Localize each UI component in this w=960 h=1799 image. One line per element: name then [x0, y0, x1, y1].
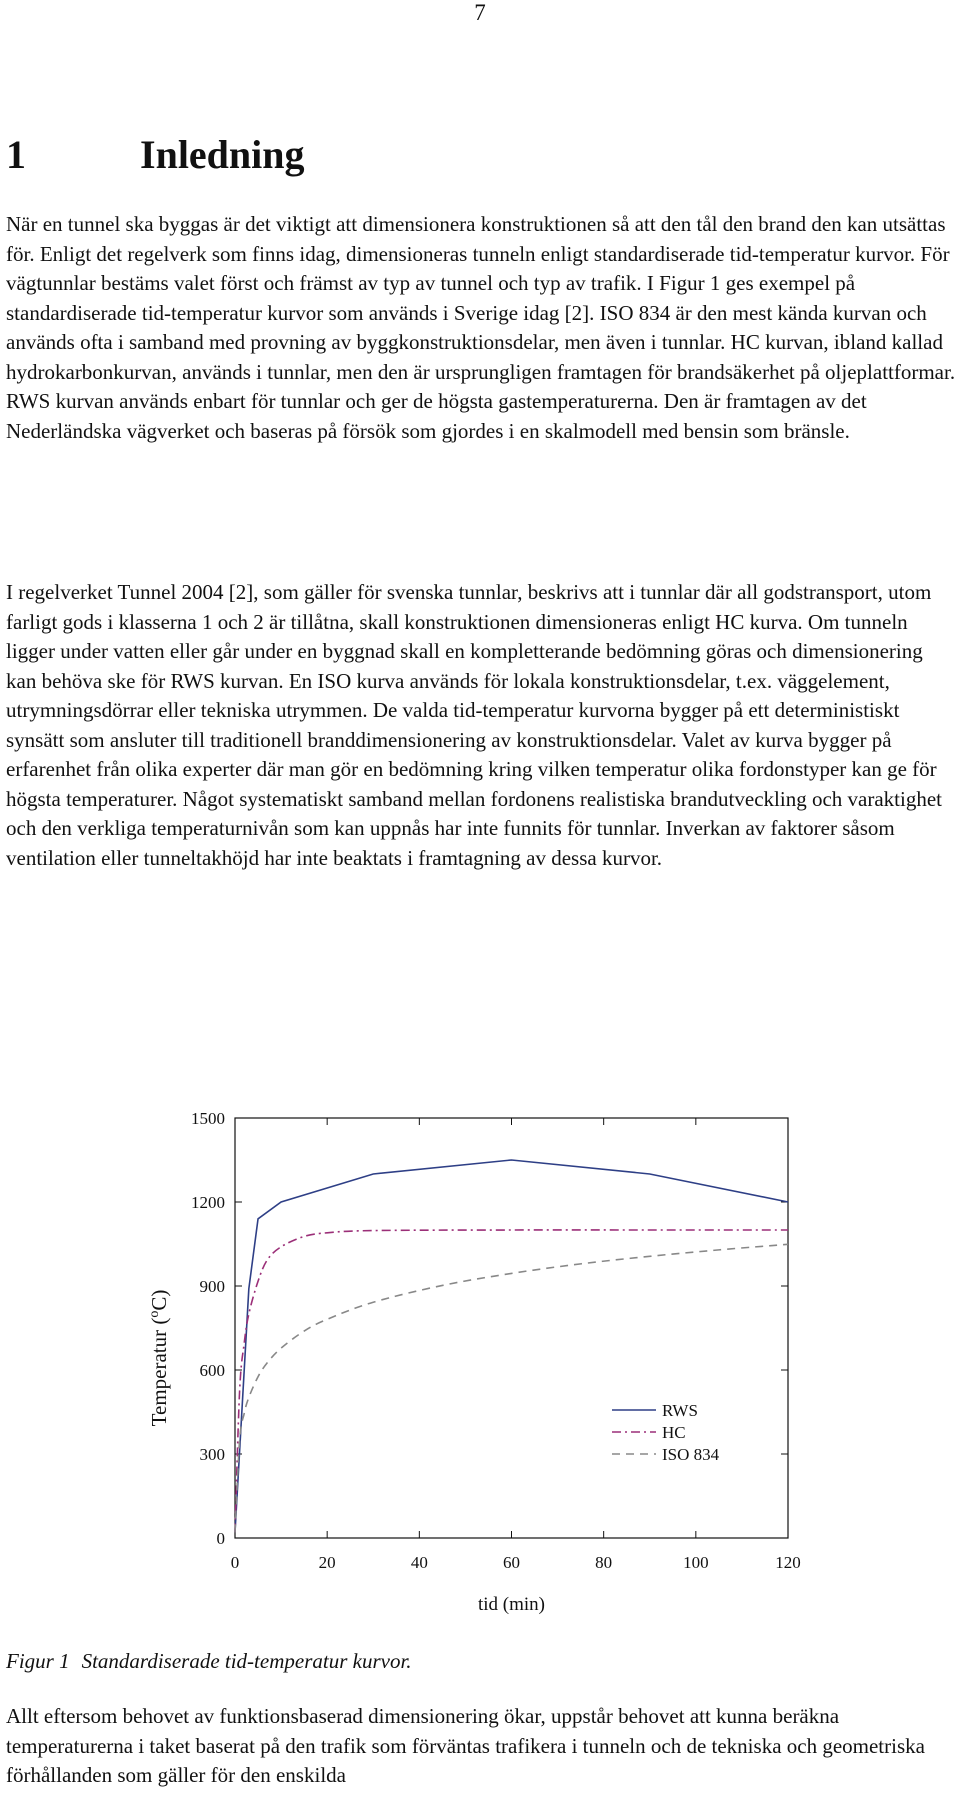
y-tick-label: 600 [199, 1361, 225, 1380]
series-line-rws [235, 1160, 788, 1532]
y-axis-label [147, 1290, 171, 1427]
x-tick-label: 40 [410, 1553, 428, 1572]
legend-label: RWS [662, 1401, 698, 1420]
series-line-iso-834 [235, 1244, 788, 1532]
figure-caption-text: Standardiserade tid-temperatur kurvor. [81, 1649, 412, 1673]
y-tick-label: 300 [199, 1445, 225, 1464]
page-number: 7 [474, 0, 486, 25]
chart-series [235, 1160, 788, 1532]
y-tick-label: 1200 [191, 1193, 225, 1212]
y-axis-label-degree: o [147, 1310, 162, 1318]
y-axis-label-text: Temperatur ( [147, 1317, 171, 1427]
x-tick-label: 80 [595, 1553, 613, 1572]
temperature-chart [0, 1100, 960, 1620]
paragraph-regulations: I regelverket Tunnel 2004 [2], som gäller för svenska tunnlar, beskrivs att i tunnlar där all godstransport, utom farligt gods i klasserna 1 och 2 är tillåtna, skall konstruktionen dimensioneras enligt HC kurva. Om tunneln ligger under vatten eller går under en byggnad skall en kompletterande bedömning göras och dimensionering kan behöva ske för RWS kurvan. En ISO kurva används för lokala konstruktionsdelar, t.ex. väggelement, utrymningsdörrar eller tekniska utrymmen. De valda tid-temperatur kurvorna bygger på ett deterministiskt synsätt som ansluter till traditionell branddimensionering av konstruktionsdelar. Valet av kurva bygger på erfarenhet från olika experter där man gör en bedömning kring vilken temperatur olika fordonstyper kan ge för högsta temperaturer. Något systematiskt samband mellan fordonens realistiska brandutveckling och varaktighet och den verkliga temperaturnivån som kan uppnås har inte funnits för tunnlar. Inverkan av faktorer såsom ventilation eller tunneltakhöjd har inte beaktats i framtagning av dessa kurvor. [6, 580, 942, 870]
y-axis-label-unit: C) [147, 1289, 171, 1311]
x-tick-label: 0 [230, 1553, 240, 1572]
x-tick-label: 60 [503, 1553, 520, 1572]
legend-label: ISO 834 [662, 1445, 720, 1464]
x-tick-label: 100 [683, 1553, 709, 1572]
x-tick-label: 20 [318, 1553, 336, 1572]
chart-ticks [191, 1109, 801, 1572]
x-axis-label: tid (min) [477, 1594, 546, 1615]
paragraph-intro: När en tunnel ska byggas är det viktigt att dimensionera konstruktionen så att den tål den brand den kan utsättas för. Enligt det regelverk som finns idag, dimensioneras tunneln enligt standardiserade tid-temperatur kurvor. För vägtunnlar bestäms valet först och främst av typ av tunnel och typ av trafik. I Figur 1 ges exempel på standardiserade tid-temperatur kurvor som används i Sverige idag [2]. ISO 834 är den mest kända kurvan och används ofta i samband med provning av byggkonstruktionsdelar, men även i tunnlar. HC kurvan, ibland kallad hydrokarbonkurvan, används i tunnlar, men den är ursprungligen framtagen för brandsäkerhet på oljeplattformar. RWS kurvan används enbart för tunnlar och ger de högsta gastemperaturerna. Den är framtagen av det Nederländska vägverket och baseras på försök som gjordes i en skalmodell med bensin som bränsle. [6, 212, 956, 443]
section-title: Inledning [140, 132, 305, 177]
x-tick-label: 120 [775, 1553, 801, 1572]
y-tick-label: 900 [199, 1277, 225, 1296]
y-tick-label: 0 [216, 1529, 225, 1548]
chart-legend [612, 1401, 720, 1464]
legend-label: HC [662, 1423, 686, 1442]
figure-caption-label: Figur 1 [6, 1649, 70, 1673]
section-heading [6, 130, 305, 180]
paragraph-functional-design: Allt eftersom behovet av funktionsbaserad dimensionering ökar, uppstår behovet att kunna beräkna temperaturerna i taket baserat på den trafik som förväntas trafikera i tunneln och de tekniska och geometriska förhållanden som gäller för den enskilda [6, 1704, 925, 1787]
section-number: 1 [6, 132, 26, 177]
chart-axes [235, 1118, 788, 1538]
plot-frame [235, 1118, 788, 1538]
y-tick-label: 1500 [191, 1109, 225, 1128]
figure-caption [6, 1648, 412, 1674]
series-line-hc [235, 1230, 788, 1532]
